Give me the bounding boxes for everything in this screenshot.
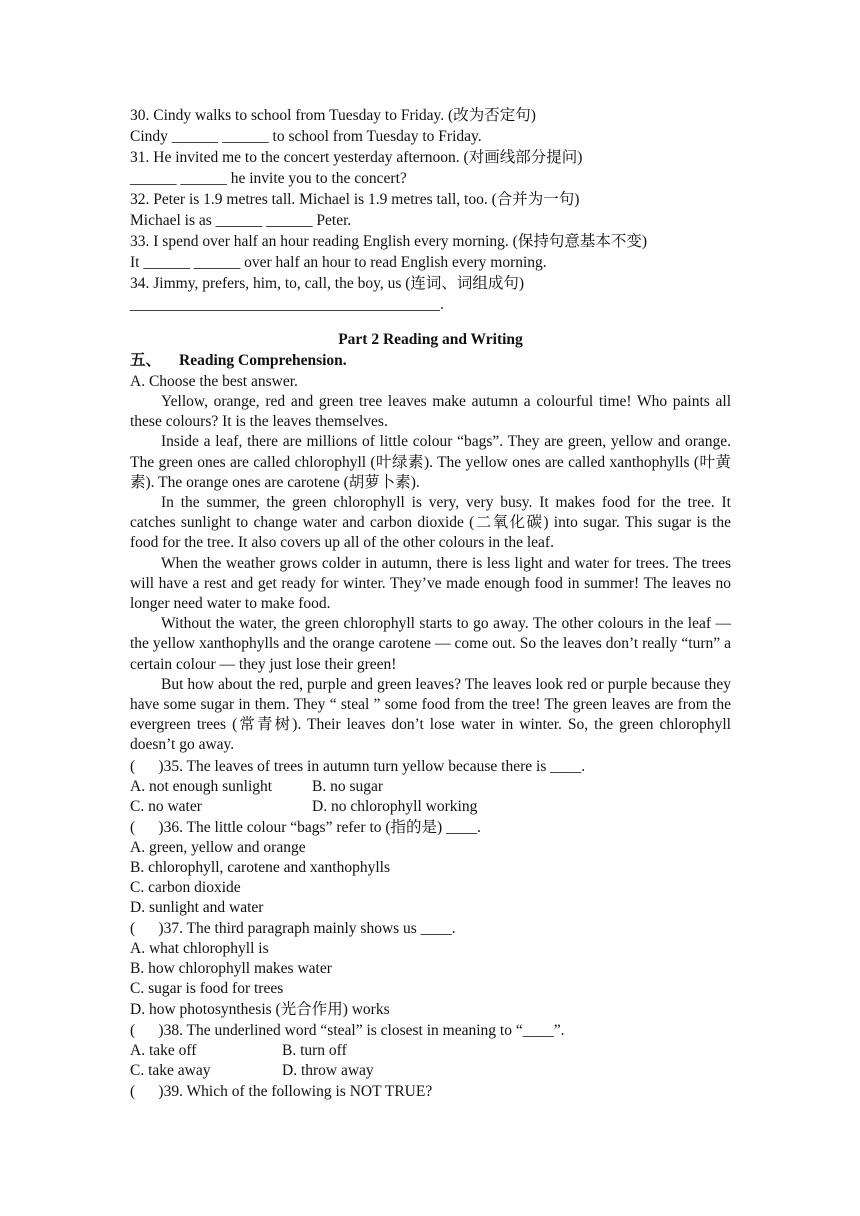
option-d: D. throw away	[282, 1061, 374, 1079]
q32-prompt: 32. Peter is 1.9 metres tall. Michael is 1.9 metres tall, too. (合并为一句)	[130, 191, 580, 208]
option-d: D. no chlorophyll working	[312, 797, 478, 815]
option-c: C. carbon dioxide	[130, 878, 241, 896]
question-stem: ( )35. The leaves of trees in autumn turn yellow because there is ____.	[130, 757, 586, 775]
passage-paragraph-3: In the summer, the green chlorophyll is very, very busy. It makes food for the tree. It catches sunlight to change water and carbon dioxide (二氧化碳) into sugar. This sugar is the food for the tree. It also covers up all of the other colours in the leaf.	[130, 494, 731, 552]
q30-prompt: 30. Cindy walks to school from Tuesday to Friday. (改为否定句)	[130, 107, 536, 124]
passage-paragraph-5: Without the water, the green chlorophyll starts to go away. The other colours in the leaf — the yellow xanthophylls and the orange carotene — come out. So the leaves don’t really “turn” a certain colour — they just lose their green!	[130, 615, 731, 673]
option-a: A. take off	[130, 1041, 197, 1059]
question-stem: ( )37. The third paragraph mainly shows us ____.	[130, 919, 456, 937]
option-b: B. turn off	[282, 1041, 347, 1059]
q33-prompt: 33. I spend over half an hour reading English every morning. (保持句意基本不变)	[130, 233, 647, 250]
passage-paragraph-2: Inside a leaf, there are millions of little colour “bags”. They are green, yellow and orange. The green ones are called chlorophyll (叶绿素). The yellow ones are called xanthophylls (叶黄素). The orange ones are carotene (胡萝卜素).	[130, 433, 731, 491]
rewrite-exercises	[130, 105, 731, 315]
worksheet-page	[130, 105, 731, 1102]
section-number: 五、	[130, 352, 162, 369]
q33-answer-line: It ______ ______ over half an hour to read English every morning.	[130, 254, 547, 271]
option-b: B. chlorophyll, carotene and xanthophylls	[130, 858, 390, 876]
q30-answer-line: Cindy ______ ______ to school from Tuesday to Friday.	[130, 128, 482, 145]
options-row	[130, 797, 731, 817]
section-heading	[130, 350, 731, 371]
option-a: A. not enough sunlight	[130, 777, 273, 795]
option-b: B. how chlorophyll makes water	[130, 959, 332, 977]
question-stem: ( )39. Which of the following is NOT TRUE?	[130, 1082, 433, 1100]
section-title: Reading Comprehension.	[179, 352, 347, 369]
passage-paragraph-4: When the weather grows colder in autumn, there is less light and water for trees. The trees will have a rest and get ready for winter. They’ve made enough food in summer! The leaves no longer need water to make food.	[130, 554, 731, 613]
passage-paragraph-6: But how about the red, purple and green leaves? The leaves look red or purple because they have some sugar in them. They “ steal ” some food from the tree! The green leaves are from the evergreen trees (常青树). Their leaves don’t lose water in winter. So, the green chlorophyll doesn’t go away.	[130, 675, 731, 754]
question-36	[130, 817, 731, 918]
options-row	[130, 1061, 731, 1081]
question-39	[130, 1081, 731, 1102]
option-a: A. what chlorophyll is	[130, 939, 269, 957]
q34-prompt: 34. Jimmy, prefers, him, to, call, the boy, us (连词、词组成句)	[130, 275, 525, 292]
q32-answer-line: Michael is as ______ ______ Peter.	[130, 212, 352, 229]
question-stem: ( )38. The underlined word “steal” is closest in meaning to “____”.	[130, 1021, 565, 1039]
q31-answer-line: ______ ______ he invite you to the concert?	[130, 170, 407, 187]
options-row	[130, 777, 731, 797]
q34-answer-line: ________________________________________.	[130, 296, 444, 313]
option-d: D. sunlight and water	[130, 898, 264, 916]
option-c: C. sugar is food for trees	[130, 979, 284, 997]
question-35	[130, 756, 731, 817]
question-37	[130, 918, 731, 1020]
passage-paragraph-1: Yellow, orange, red and green tree leaves make autumn a colourful time! Who paints all these colours? It is the leaves themselves.	[130, 393, 731, 431]
reading-passage	[130, 392, 731, 756]
option-c: C. no water	[130, 797, 202, 815]
options-row	[130, 1041, 731, 1061]
question-stem: ( )36. The little colour “bags” refer to (指的是) ____.	[130, 818, 481, 836]
option-b: B. no sugar	[312, 777, 384, 795]
subsection-instruction: A. Choose the best answer.	[130, 373, 298, 390]
question-38	[130, 1020, 731, 1081]
option-a: A. green, yellow and orange	[130, 838, 306, 856]
option-c: C. take away	[130, 1061, 211, 1079]
option-d: D. how photosynthesis (光合作用) works	[130, 1000, 390, 1018]
part-title: Part 2 Reading and Writing	[338, 331, 523, 348]
q31-prompt: 31. He invited me to the concert yesterday afternoon. (对画线部分提问)	[130, 149, 583, 166]
